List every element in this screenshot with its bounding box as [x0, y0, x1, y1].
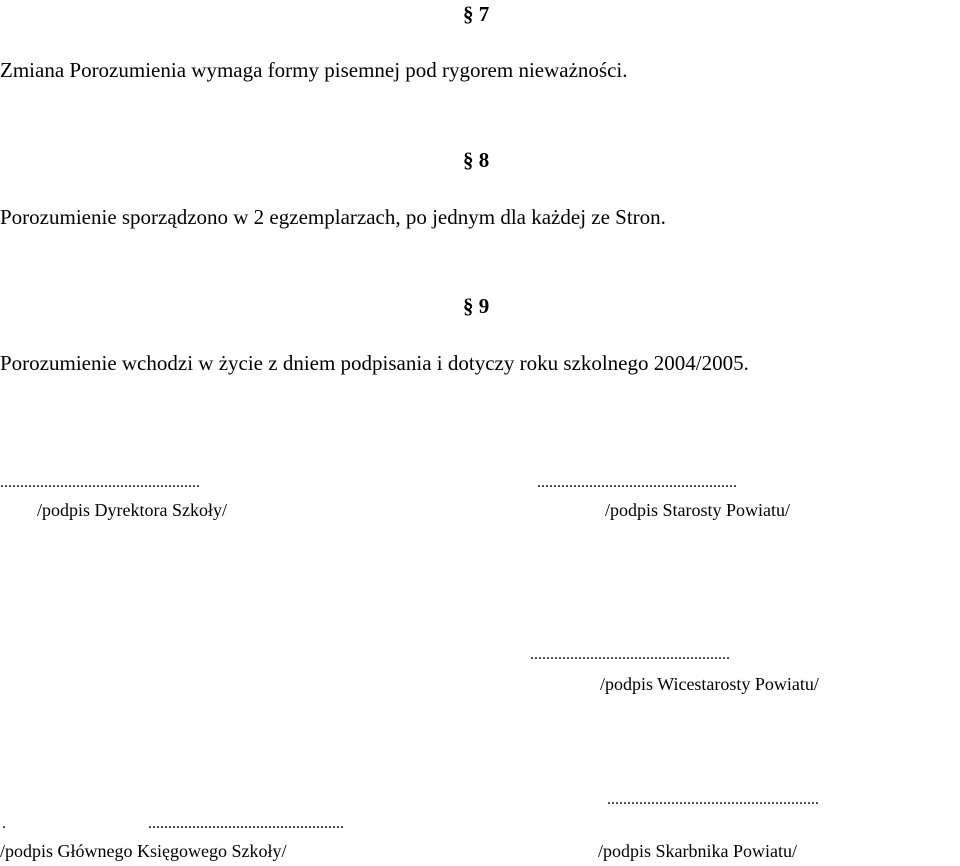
section-7-heading: § 7: [463, 2, 490, 26]
accountant-signature-line: .................................................: [148, 815, 344, 832]
section-8-text: Porozumienie sporządzono w 2 egzemplarzach, po jednym dla każdej ze Stron.: [0, 205, 666, 229]
treasurer-signature-label: /podpis Skarbnika Powiatu/: [598, 841, 797, 861]
vice-starost-signature-label: /podpis Wicestarosty Powiatu/: [600, 674, 819, 694]
director-signature-line: ..................................................: [0, 474, 200, 491]
starost-signature-label: /podpis Starosty Powiatu/: [605, 500, 791, 520]
starost-signature-line: ..................................................: [537, 474, 737, 491]
section-9-text: Porozumienie wchodzi w życie z dniem podpisania i dotyczy roku szkolnego 2004/2005.: [0, 351, 749, 375]
treasurer-signature-line: .....................................................: [607, 791, 819, 808]
accountant-signature-label: /podpis Głównego Księgowego Szkoły/: [0, 841, 287, 861]
accountant-signature-lead-dot: .: [2, 815, 6, 832]
director-signature-label: /podpis Dyrektora Szkoły/: [37, 500, 227, 520]
vice-starost-signature-line: ..................................................: [530, 646, 730, 663]
section-7-text: Zmiana Porozumienia wymaga formy pisemnej pod rygorem nieważności.: [0, 58, 628, 82]
section-9-heading: § 9: [463, 294, 490, 318]
section-8-heading: § 8: [463, 148, 490, 172]
